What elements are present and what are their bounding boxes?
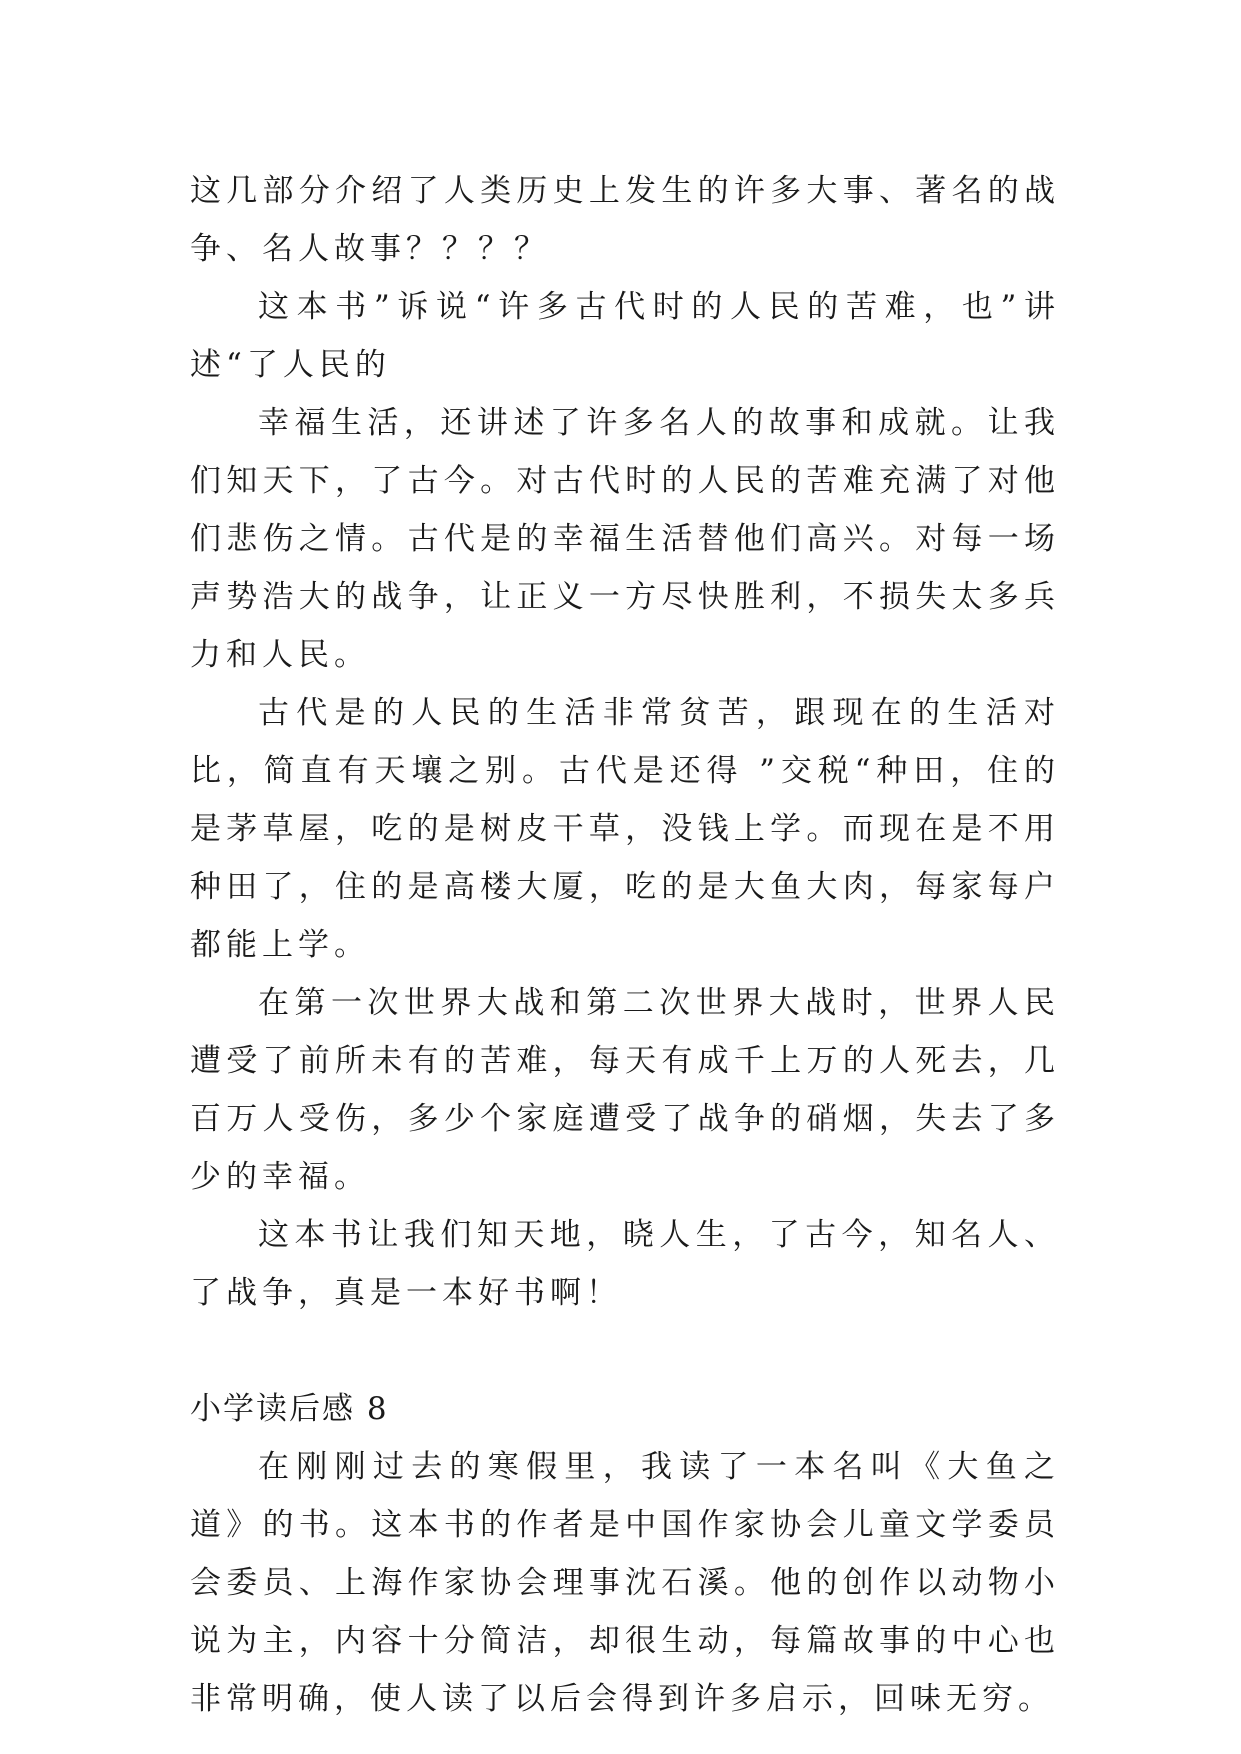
section-title: 小学读后感 8	[190, 1391, 389, 1427]
document-body	[190, 162, 1060, 1728]
paragraph-7: 在刚刚过去的寒假里，我读了一本名叫《大鱼之道》的书。这本书的作者是中国作家协会儿童文学委员会委员、上海作家协会理事沈石溪。他的创作以动物小说为主，内容十分简洁，却很生动，每篇故事的中心也非常明确，使人读了以后会得到许多启示，回味无穷。	[190, 1449, 1060, 1717]
paragraph-5: 在第一次世界大战和第二次世界大战时，世界人民遭受了前所未有的苦难，每天有成千上万的人死去，几百万人受伤，多少个家庭遭受了战争的硝烟，失去了多少的幸福。	[190, 985, 1060, 1195]
paragraph-3: 幸福生活，还讲述了许多名人的故事和成就。让我们知天下，了古今。对古代时的人民的苦难充满了对他们悲伤之情。古代是的幸福生活替他们高兴。对每一场声势浩大的战争，让正义一方尽快胜利，不损失太多兵力和人民。	[190, 405, 1060, 673]
paragraph-2: 这本书”诉说“许多古代时的人民的苦难，也”讲述“了人民的	[190, 289, 1060, 383]
paragraph-1: 这几部分介绍了人类历史上发生的许多大事、著名的战争、名人故事？？？？	[190, 173, 1060, 267]
paragraph-4: 古代是的人民的生活非常贫苦，跟现在的生活对比，简直有天壤之别。古代是还得 ”交税“种田，住的是茅草屋，吃的是树皮干草，没钱上学。而现在是不用种田了，住的是高楼大厦，吃的是大鱼大肉，每家每户都能上学。	[190, 695, 1060, 963]
paragraph-6: 这本书让我们知天地，晓人生，了古今，知名人、了战争，真是一本好书啊！	[190, 1217, 1060, 1311]
